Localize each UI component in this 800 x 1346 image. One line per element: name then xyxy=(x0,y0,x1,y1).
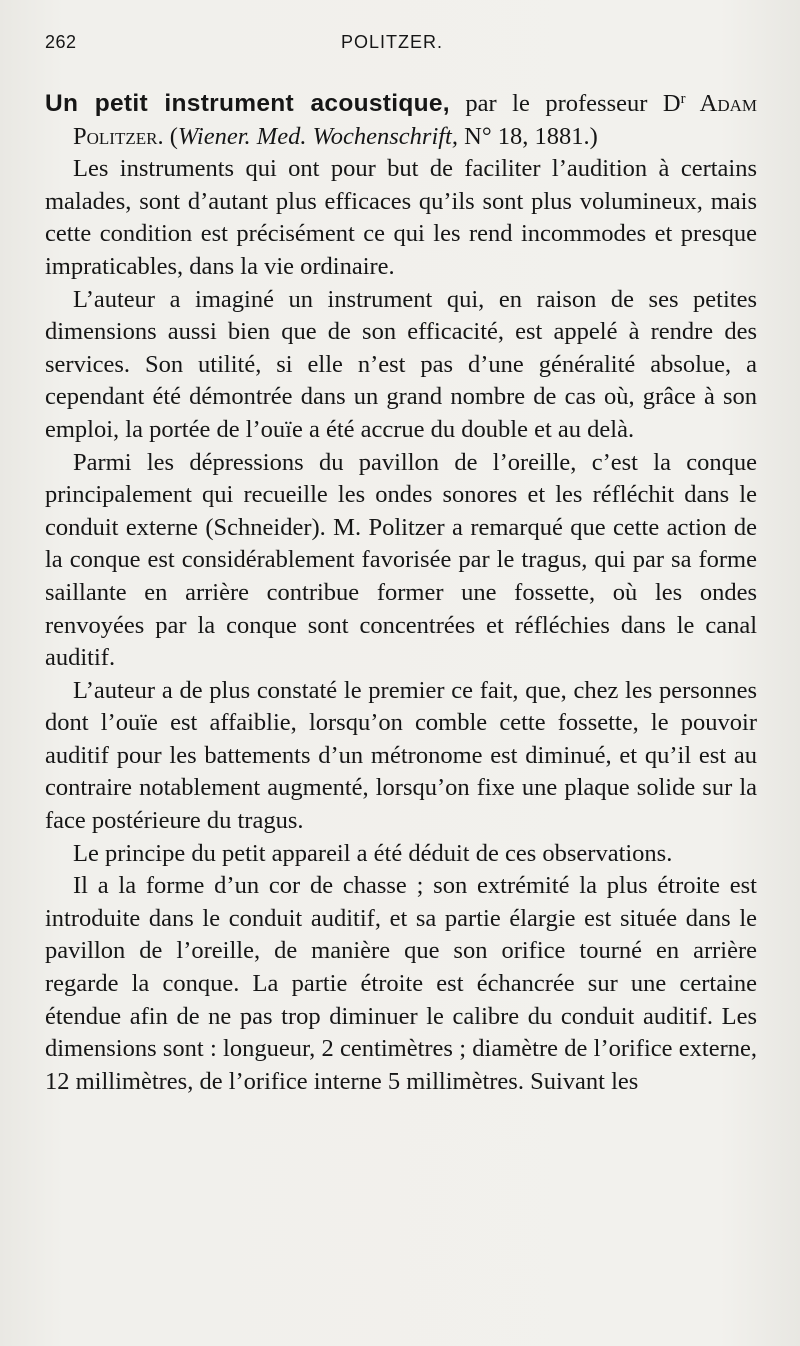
paragraph-2: L’auteur a imaginé un instrument qui, en raison de ses petites dimensions aussi bien que de son efficacité, est appelé à rendre des services. Son utilité, si elle n’est pas d’une généralité absolue, a cependant été démontrée dans un grand nombre de cas où, grâce à son emploi, la portée de l’ouïe a été accrue du double et au delà. xyxy=(45,285,757,443)
article-title: Un petit instrument acoustique, xyxy=(45,90,450,117)
paragraph-6: Il a la forme d’un cor de chasse ; son extrémité la plus étroite est introduite dans le conduit auditif, et sa partie élargie est située dans le pavillon de l’oreille, de manière que son orifice tourné en arrière regarde la conque. La partie étroite est échancrée sur une certaine étendue afin de ne pas trop diminuer le calibre du conduit auditif. Les dimensions sont : longueur, 2 centimètres ; diamètre de l’orifice externe, 12 millimètres, de l’orifice interne 5 millimètres. Suivant les xyxy=(45,872,757,1095)
page-number: 262 xyxy=(45,32,77,52)
article-heading xyxy=(45,88,757,153)
citation-open: ( xyxy=(163,122,178,150)
article-title-by: par le professeur xyxy=(449,90,663,117)
paragraph-3: Parmi les dépressions du pavillon de l’oreille, c’est la conque principalement qui recueille les ondes sonores et les réfléchit dans le conduit externe (Schneider). M. Politzer a remarqué que cette action de la conque est considérablement favorisée par le tragus, qui par sa forme saillante en arrière contribue former une fossette, où les ondes renvoyées par la conque sont concentrées et réfléchies dans le canal auditif. xyxy=(45,448,757,672)
running-head: POLITZER. xyxy=(341,32,444,52)
author-prefix: D xyxy=(662,90,681,117)
paragraph-5: Le principe du petit appareil a été déduit de ces observations. xyxy=(73,839,673,867)
paragraph-1: Les instruments qui ont pour but de faciliter l’audition à certains malades, sont d’autant plus efficaces qu’ils sont plus volumineux, mais cette condition est précisément ce qui les rend incommodes et presque impraticables, dans la vie ordinaire. xyxy=(45,155,757,280)
citation-rest: N° 18, 1881.) xyxy=(458,122,598,150)
author-name: Adam Politzer. xyxy=(73,90,757,150)
page-header xyxy=(0,32,800,62)
article-body xyxy=(45,88,757,1098)
paragraph-4: L’auteur a de plus constaté le premier ce fait, que, chez les personnes dont l’ouïe est affaiblie, lorsqu’on comble cette fossette, le pouvoir auditif pour les battements d’un métronome est diminué, et qu’il est au contraire notablement augmenté, lorsqu’on fixe une plaque solide sur la face postérieure du tragus. xyxy=(45,676,757,835)
citation-journal: Wiener. Med. Wochenschrift, xyxy=(177,122,458,150)
author-prefix-sup: r xyxy=(680,90,686,107)
